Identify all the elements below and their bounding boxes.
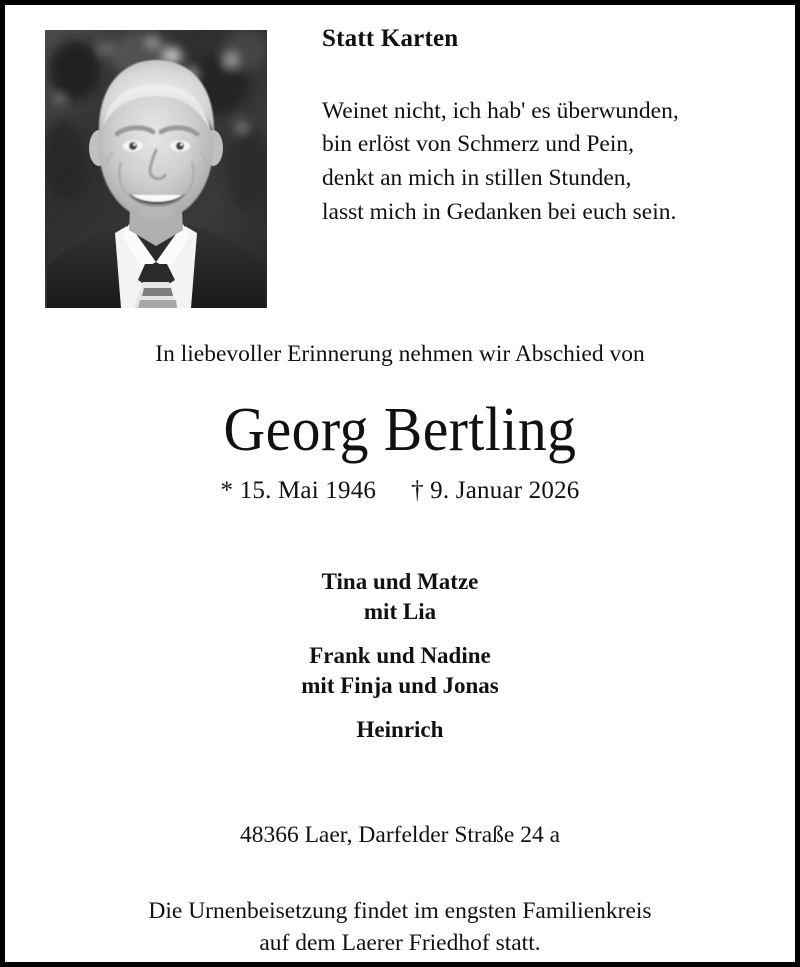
mourner-group [5,715,795,746]
poem-line-1: Weinet nicht, ich hab' es überwunden, [322,97,679,124]
life-dates [5,477,795,505]
mourners-list [5,567,795,746]
service-line-2: auf dem Laerer Friedhof statt. [259,930,541,957]
birth-date: 15. Mai 1946 [239,476,377,504]
service-info [5,895,795,961]
farewell-text: In liebevoller Erinnerung nehmen wir Abschied von [155,341,645,367]
birth-symbol: * [220,476,234,504]
header-section [5,5,795,315]
deceased-name: Georg Bertling [223,395,577,464]
mourner-group [5,641,795,702]
address-text: 48366 Laer, Darfelder Straße 24 a [239,821,561,848]
mourner-line: Frank und Nadine [309,642,491,668]
face [99,60,214,220]
mourner-line: Tina und Matze [321,568,479,594]
memorial-body [5,315,795,960]
mourner-line: mit Lia [363,599,437,625]
mourner-line: mit Finja und Jonas [301,673,499,699]
poem-line-2: bin erlöst von Schmerz und Pein, [322,131,634,158]
service-line-1: Die Urnenbeisetzung findet im engsten Familienkreis [148,897,652,924]
portrait-photo-image [45,30,267,308]
death-symbol: † [411,476,424,504]
death-date: 9. Januar 2026 [430,476,580,504]
poem-block [322,25,782,230]
mourner-group [5,567,795,628]
poem-line-3: denkt an mich in stillen Stunden, [322,165,632,192]
poem-line-4: lasst mich in Gedanken bei euch sein. [322,198,677,225]
statt-karten-heading: Statt Karten [322,25,459,52]
portrait-photo [45,30,267,308]
mourner-line: Heinrich [356,716,444,742]
